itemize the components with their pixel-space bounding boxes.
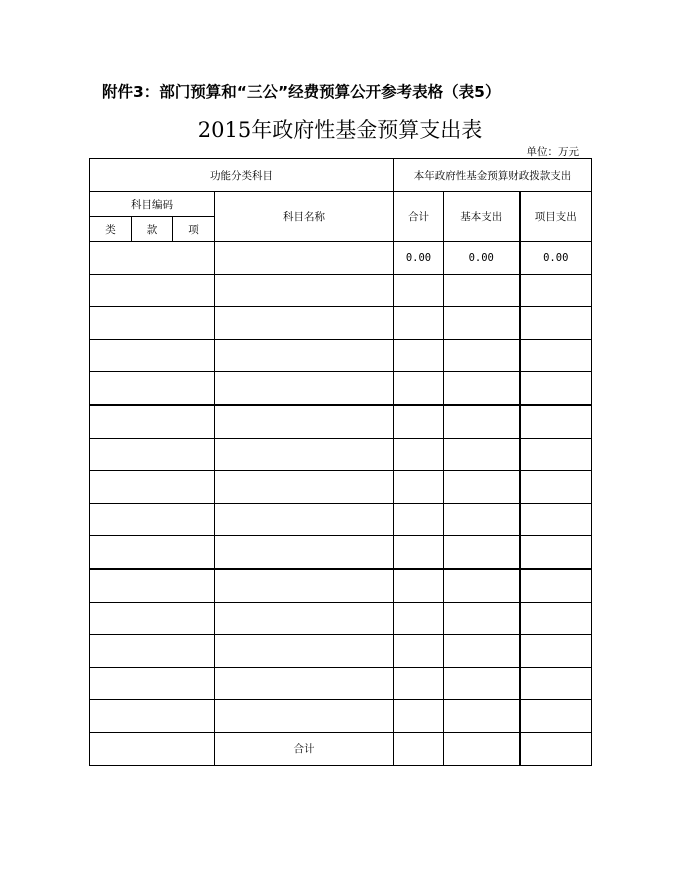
project-cell xyxy=(520,700,592,733)
name-cell xyxy=(215,372,394,405)
project-cell xyxy=(520,536,592,569)
basic-cell xyxy=(444,372,520,405)
name-cell xyxy=(215,602,394,635)
total-cell xyxy=(394,307,444,340)
project-cell xyxy=(520,372,592,405)
project-cell xyxy=(520,635,592,668)
total-cell xyxy=(394,635,444,668)
basic-cell xyxy=(444,536,520,569)
header-row-2 xyxy=(90,192,592,217)
code-cell xyxy=(90,471,215,504)
project-cell xyxy=(520,438,592,471)
basic-cell xyxy=(444,569,520,602)
basic-cell xyxy=(444,307,520,340)
code-cell xyxy=(90,635,215,668)
name-cell xyxy=(215,307,394,340)
budget-table xyxy=(89,158,592,766)
code-cell xyxy=(90,307,215,340)
basic-cell xyxy=(444,700,520,733)
total-cell xyxy=(394,602,444,635)
table-row xyxy=(90,503,592,536)
page-title: 2015年政府性基金预算支出表 xyxy=(197,118,483,142)
project-cell xyxy=(520,471,592,504)
total-cell xyxy=(394,339,444,372)
unit-label: 单位：万元 xyxy=(526,146,579,158)
table-row xyxy=(90,536,592,569)
code-cell xyxy=(90,732,215,765)
project-cell xyxy=(520,569,592,602)
code-cell xyxy=(90,569,215,602)
project-cell xyxy=(520,307,592,340)
total-cell xyxy=(394,471,444,504)
code-cell xyxy=(90,438,215,471)
name-cell xyxy=(215,700,394,733)
subject-name-header: 科目名称 xyxy=(215,192,394,242)
total-cell xyxy=(394,667,444,700)
xiang-header: 项 xyxy=(173,217,215,242)
name-cell xyxy=(215,339,394,372)
basic-cell: 0.00 xyxy=(444,242,520,275)
code-cell xyxy=(90,274,215,307)
project-cell xyxy=(520,274,592,307)
functional-category-header: 功能分类科目 xyxy=(90,159,394,192)
table-row xyxy=(90,667,592,700)
total-cell xyxy=(394,503,444,536)
table-row xyxy=(90,242,592,275)
code-cell xyxy=(90,667,215,700)
name-cell xyxy=(215,667,394,700)
subject-code-header: 科目编码 xyxy=(90,192,215,217)
table-row xyxy=(90,700,592,733)
basic-cell xyxy=(444,732,520,765)
basic-cell xyxy=(444,274,520,307)
table-row xyxy=(90,635,592,668)
total-cell xyxy=(394,405,444,438)
total-header: 合计 xyxy=(394,192,444,242)
total-row xyxy=(90,732,592,765)
total-row-label: 合计 xyxy=(215,732,394,765)
project-cell xyxy=(520,503,592,536)
project-expense-header: 项目支出 xyxy=(520,192,592,242)
name-cell xyxy=(215,242,394,275)
basic-cell xyxy=(444,405,520,438)
basic-cell xyxy=(444,667,520,700)
table-row xyxy=(90,438,592,471)
project-cell xyxy=(520,339,592,372)
table-row xyxy=(90,471,592,504)
code-cell xyxy=(90,602,215,635)
basic-cell xyxy=(444,602,520,635)
name-cell xyxy=(215,503,394,536)
basic-cell xyxy=(444,471,520,504)
name-cell xyxy=(215,569,394,602)
basic-cell xyxy=(444,438,520,471)
name-cell xyxy=(215,471,394,504)
table-row xyxy=(90,569,592,602)
code-cell xyxy=(90,242,215,275)
basic-expense-header: 基本支出 xyxy=(444,192,520,242)
code-cell xyxy=(90,405,215,438)
attachment-heading: 附件3：部门预算和“三公”经费预算公开参考表格（表5） xyxy=(102,83,501,101)
total-cell xyxy=(394,274,444,307)
header-row-1 xyxy=(90,159,592,192)
total-cell xyxy=(394,372,444,405)
table-row xyxy=(90,602,592,635)
lei-header: 类 xyxy=(90,217,132,242)
table-row xyxy=(90,274,592,307)
total-cell xyxy=(394,700,444,733)
project-cell xyxy=(520,667,592,700)
name-cell xyxy=(215,405,394,438)
name-cell xyxy=(215,274,394,307)
project-cell xyxy=(520,602,592,635)
basic-cell xyxy=(444,339,520,372)
kuan-header: 款 xyxy=(132,217,173,242)
code-cell xyxy=(90,372,215,405)
code-cell xyxy=(90,339,215,372)
project-cell: 0.00 xyxy=(520,242,592,275)
basic-cell xyxy=(444,503,520,536)
code-cell xyxy=(90,503,215,536)
table-row xyxy=(90,339,592,372)
table-row xyxy=(90,405,592,438)
code-cell xyxy=(90,536,215,569)
appropriation-header: 本年政府性基金预算财政拨款支出 xyxy=(394,159,592,192)
total-cell xyxy=(394,732,444,765)
name-cell xyxy=(215,536,394,569)
total-cell: 0.00 xyxy=(394,242,444,275)
code-cell xyxy=(90,700,215,733)
table-row xyxy=(90,372,592,405)
total-cell xyxy=(394,569,444,602)
name-cell xyxy=(215,438,394,471)
project-cell xyxy=(520,405,592,438)
basic-cell xyxy=(444,635,520,668)
project-cell xyxy=(520,732,592,765)
total-cell xyxy=(394,438,444,471)
table-row xyxy=(90,307,592,340)
total-cell xyxy=(394,536,444,569)
name-cell xyxy=(215,635,394,668)
